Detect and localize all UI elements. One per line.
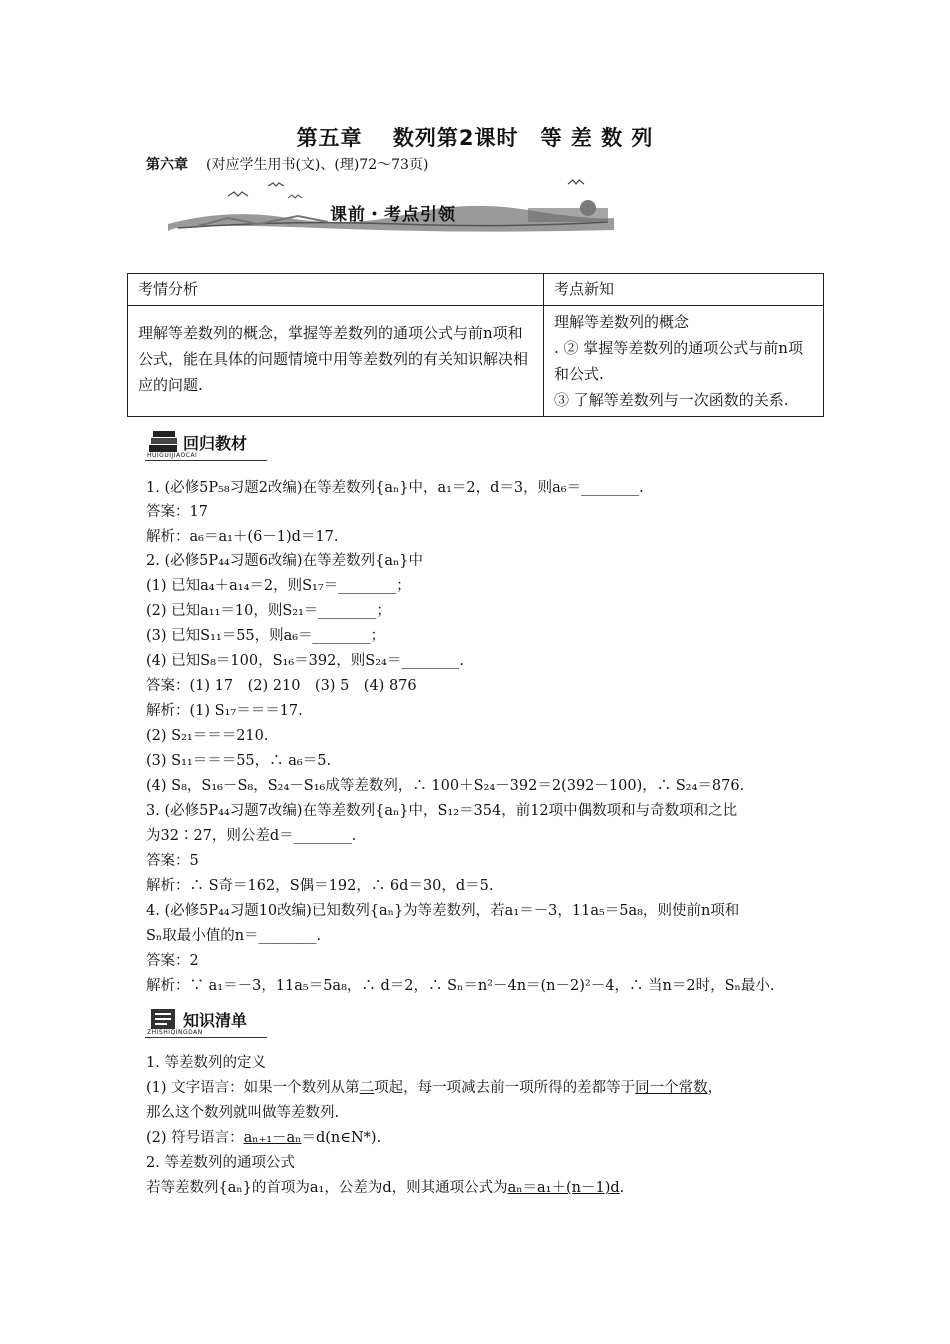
question-2: 2. (必修5P₄₄习题6改编)在等差数列{aₙ}中 — [146, 553, 423, 569]
table-header-knowledge: 考点新知 — [544, 274, 824, 306]
knowledge-heading-2: 2. 等差数列的通项公式 — [146, 1155, 295, 1171]
text-span: (1) 文字语言：如果一个数列从第 — [146, 1080, 360, 1096]
solution-1: 解析：a₆＝a₁＋(6－1)d＝17. — [146, 529, 339, 545]
solution-4: 解析：∵ a₁＝－3，11a₅＝5a₈，∴ d＝2，∴ Sₙ＝n²－4n＝(n－2)²－4，∴ 当n＝2时，Sₙ最小. — [146, 978, 775, 994]
banner-heading: 课前・考点引领 — [330, 205, 456, 225]
question-2-part-2: (2) 已知a₁₁＝10，则S₂₁＝________； — [146, 603, 391, 619]
question-1: 1. (必修5P₅₈习题2改编)在等差数列{aₙ}中，a₁＝2，d＝3，则a₆＝________. — [146, 480, 644, 496]
answer-3: 答案：5 — [146, 853, 199, 869]
knowledge-text-formula — [146, 1176, 624, 1200]
section-pinyin: ZHISHIQINGDAN — [147, 1029, 203, 1036]
solution-2-4: (4) S₈，S₁₆－S₈，S₂₄－S₁₆成等差数列，∴ 100＋S₂₄－392＝2(392－100)，∴ S₂₄＝876. — [146, 778, 745, 794]
question-4-cont: Sₙ取最小值的n＝________. — [146, 928, 322, 944]
knowledge-text-definition-cont: 那么这个数列就叫做等差数列. — [146, 1105, 340, 1121]
table-cell-knowledge — [544, 306, 824, 417]
table-cell-analysis: 理解等差数列的概念，掌握等差数列的通项公式与前n项和公式，能在具体的问题情境中用等差数列的有关知识解决相应的问题. — [128, 306, 544, 417]
answer-2: 答案：(1) 17 (2) 210 (3) 5 (4) 876 — [146, 678, 417, 694]
table-header-analysis: 考情分析 — [128, 274, 544, 306]
bird-icon — [288, 195, 302, 198]
section-label: 回归教材 — [183, 434, 248, 453]
blank-answer: 同一个常数 — [635, 1080, 708, 1096]
divider — [145, 460, 267, 461]
solution-2-2: (2) S₂₁＝＝＝210. — [146, 728, 269, 744]
book-pages: (对应学生用书(文)、(理)72～73页) — [206, 157, 429, 173]
blank-answer: 二 — [359, 1080, 375, 1096]
question-2-part-1: (1) 已知a₄＋a₁₄＝2，则S₁₇＝________； — [146, 578, 411, 594]
bird-icon — [568, 180, 584, 184]
knowledge-heading-1: 1. 等差数列的定义 — [146, 1055, 266, 1071]
knowledge-text-symbol — [146, 1126, 381, 1150]
question-2-part-3: (3) 已知S₁₁＝55，则a₆＝________； — [146, 628, 386, 644]
chapter-reference — [146, 154, 428, 174]
table-row — [128, 306, 824, 417]
blank-answer: aₙ₊₁－aₙ — [243, 1130, 302, 1146]
text-span: . — [619, 1180, 625, 1196]
section-header-textbook — [145, 427, 267, 461]
text-span: 项起，每一项减去前一项所得的差都等于 — [374, 1080, 636, 1096]
chapter-label: 第六章 — [146, 157, 188, 173]
blank-answer: aₙ＝a₁＋(n－1)d — [507, 1180, 620, 1196]
page-title: 第五章 数列第2课时 等 差 数 列 — [296, 126, 654, 150]
table-header-row — [128, 274, 824, 306]
solution-2-1: 解析：(1) S₁₇＝＝＝17. — [146, 703, 303, 719]
knowledge-text-definition — [146, 1076, 722, 1100]
bird-icon — [228, 192, 248, 196]
solution-2-3: (3) S₁₁＝＝＝55，∴ a₆＝5. — [146, 753, 332, 769]
bird-icon — [268, 183, 284, 186]
question-2-part-4: (4) 已知S₈＝100，S₁₆＝392，则S₂₄＝________. — [146, 653, 464, 669]
question-3-cont: 为32∶27，则公差d＝________. — [146, 828, 357, 844]
question-4: 4. (必修5P₄₄习题10改编)已知数列{aₙ}为等差数列，若a₁＝－3，11a₅＝5a₈，则使前n项和 — [146, 903, 740, 919]
text-span: (2) 符号语言： — [146, 1130, 244, 1146]
text-span: ＝d(n∈N*). — [301, 1130, 382, 1146]
knowledge-point: . ② 掌握等差数列的通项公式与前n项和公式. — [554, 339, 803, 383]
text-span: 若等差数列{aₙ}的首项为a₁，公差为d，则其通项公式为 — [146, 1180, 508, 1196]
answer-4: 答案：2 — [146, 953, 199, 969]
section-header-knowledge — [145, 1004, 267, 1038]
question-3: 3. (必修5P₄₄习题7改编)在等差数列{aₙ}中，S₁₂＝354，前12项中偶数项和与奇数项和之比 — [146, 803, 738, 819]
section-pinyin: HUIGUIJIAOCAI — [147, 452, 198, 459]
solution-3: 解析：∴ S奇＝162，S偶＝192，∴ 6d＝30，d＝5. — [146, 878, 494, 894]
text-span: ， — [707, 1080, 723, 1096]
answer-1: 答案：17 — [146, 504, 208, 520]
exam-analysis-table — [127, 273, 824, 417]
knowledge-point: 理解等差数列的概念 — [554, 313, 690, 331]
knowledge-point: ③ 了解等差数列与一次函数的关系. — [554, 391, 789, 409]
divider — [145, 1037, 267, 1038]
section-label: 知识清单 — [183, 1011, 248, 1030]
